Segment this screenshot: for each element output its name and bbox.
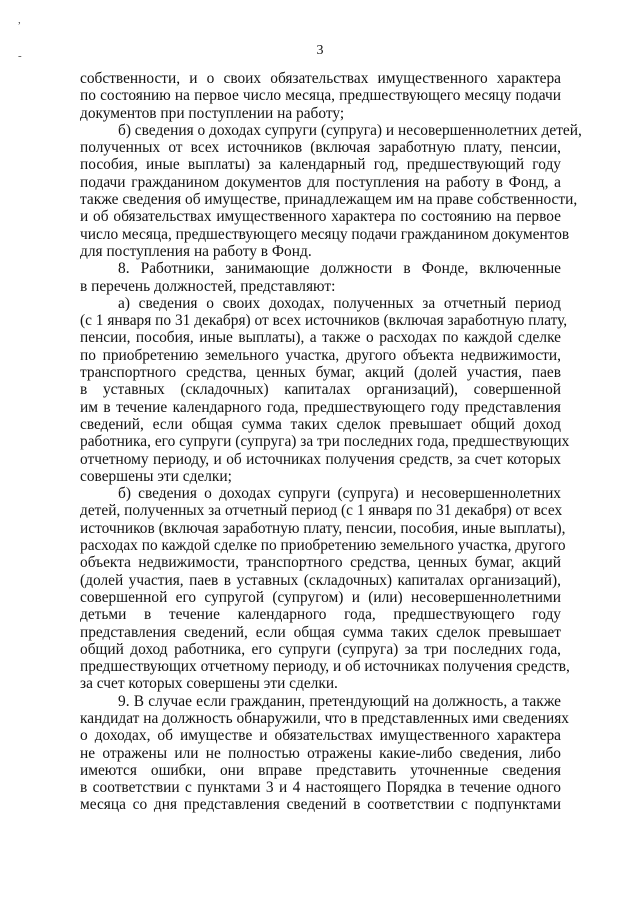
text-line: пенсии, пособия, иные выплаты), а также о расходах по каждой сделке [80,329,561,347]
text-line: объекта недвижимости, транспортного средства, ценных бумаг, акций [80,554,561,572]
text-line: детьми в течение календарного года, предшествующего году [80,606,561,624]
text-line: 8. Работники, занимающие должности в Фонде, включенные [118,260,561,278]
text-line: по состоянию на первое число месяца, предшествующего месяцу подачи [80,87,561,105]
text-line: для поступления на работу в Фонд. [80,242,312,260]
text-line: кандидат на должность обнаружили, что в представленных ими сведениях [80,709,569,727]
margin-mark-top: , [18,14,21,26]
text-line: в перечень должностей, представляют: [80,277,336,295]
text-line: не отражены или не полностью отражены какие-либо сведения, либо [80,744,561,762]
text-line: о доходах, об имуществе и обязательствах имущественного характера [80,727,561,745]
text-line: по приобретению земельного участка, другого объекта недвижимости, [80,346,561,364]
text-line: имеются ошибки, они вправе представить уточненные сведения [80,761,561,779]
text-line: за счет которых совершены эти сделки. [80,675,338,693]
text-line: совершены эти сделки; [80,467,232,485]
text-line: собственности, и о своих обязательствах имущественного характера [80,70,561,87]
text-line: а) сведения о своих доходах, полученных за отчетный период [118,294,561,312]
text-line: и об обязательствах имущественного характера по состоянию на первое [80,208,561,226]
text-line: транспортного средства, ценных бумаг, акций (долей участия, паев [80,364,561,382]
text-line: им в течение календарного года, предшествующего году представления [80,398,561,416]
text-line: сведений, если общая сумма таких сделок превышает общий доход [80,415,561,433]
text-line: документов при поступлении на работу; [80,104,345,122]
text-line: предшествующих отчетному периоду, и об источниках получения средств, [80,658,570,676]
text-line: источников (включая заработную плату, пенсии, пособия, иные выплаты), [80,519,566,537]
page-number: 3 [316,43,324,58]
text-line: б) сведения о доходах супруги (супруга) и несовершеннолетних [118,485,561,503]
text-line: совершенной его супругой (супругом) и (или) несовершеннолетними [80,588,561,606]
text-line: представления сведений, если общая сумма таких сделок превышает [80,623,561,641]
document-body [80,70,582,814]
text-line: число месяца, предшествующего месяцу подачи гражданином документов [80,225,570,243]
text-line: в уставных (складочных) капиталах организаций), совершенной [80,381,561,399]
margin-mark-bottom: - [18,50,22,62]
text-line: пособия, иные выплаты) за календарный год, предшествующий году [80,156,561,174]
text-line: (долей участия, паев в уставных (складочных) капиталах организаций), [80,571,561,589]
text-line: также сведения об имуществе, принадлежащем им на праве собственности, [80,191,578,209]
text-line: расходах по каждой сделке по приобретению земельного участка, другого [80,537,566,555]
text-line: подачи гражданином документов для поступления на работу в Фонд, а [80,173,561,191]
text-line: отчетному периоду, и об источниках получения средств, за счет которых [80,450,561,468]
text-line: общий доход работника, его супруги (супруга) за три последних года, [80,640,561,658]
text-line: полученных от всех источников (включая заработную плату, пенсии, [80,139,561,157]
text-line: (с 1 января по 31 декабря) от всех источников (включая заработную плату, [80,312,568,330]
text-line: работника, его супруги (супруга) за три последних года, предшествующих [80,433,570,451]
text-line: б) сведения о доходах супруги (супруга) и несовершеннолетних детей, [118,121,582,139]
text-line: 9. В случае если гражданин, претендующий на должность, а также [118,692,561,710]
text-line: месяца со дня представления сведений в соответствии с подпунктами [80,796,561,814]
text-line: детей, полученных за отчетный период (с 1 января по 31 декабря) от всех [80,502,563,520]
text-line: в соответствии с пунктами 3 и 4 настоящего Порядка в течение одного [80,779,561,797]
